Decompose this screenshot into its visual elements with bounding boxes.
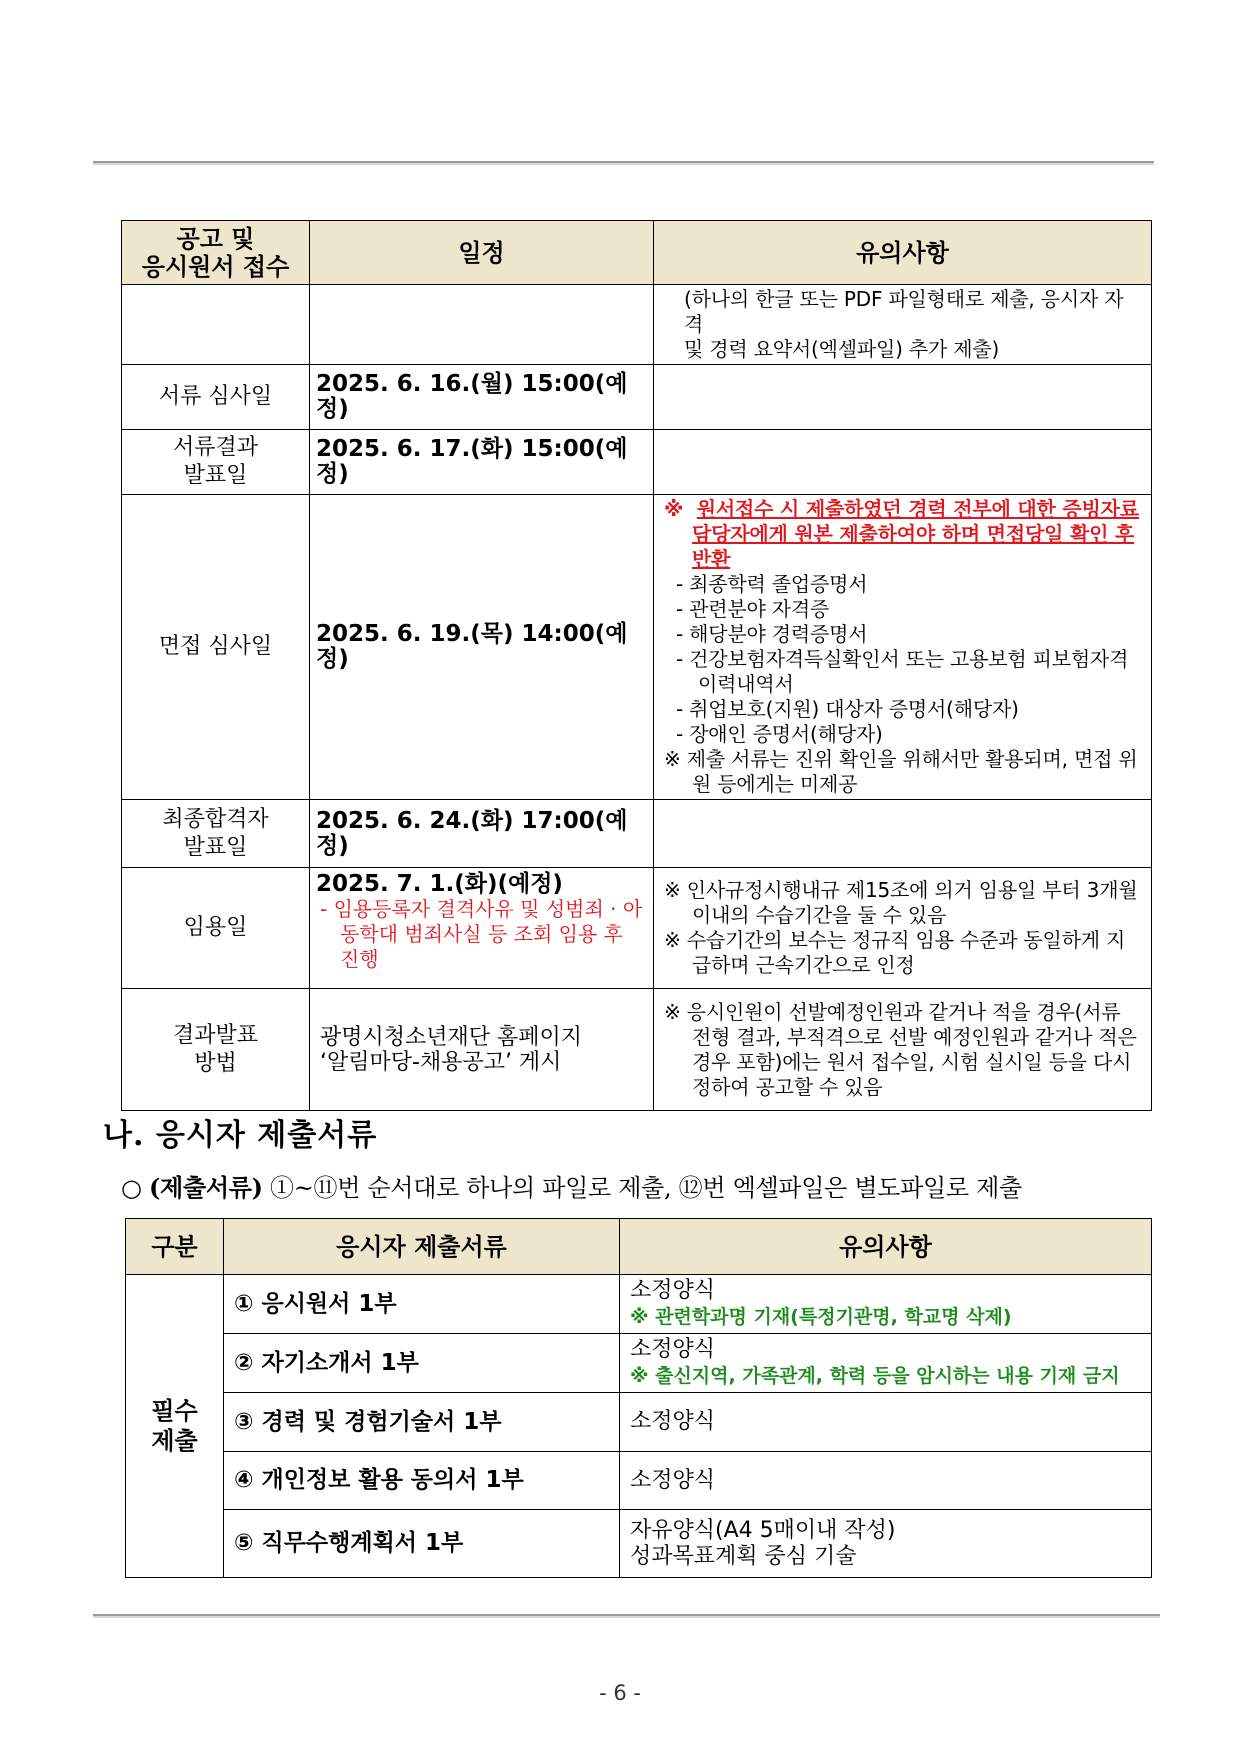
submission-note: ○ (제출서류) ①~⑪번 순서대로 하나의 파일로 제출, ⑫번 엑셀파일은 별도파일로 제출: [121, 1173, 1022, 1202]
interview-warning: ※ 원서접수 시 제출하였던 경력 전부에 대한 증빙자료 담당자에게 원본 제출하여야 하며 면접당일 확인 후 반환: [664, 497, 1139, 571]
interview-notes: [654, 495, 1152, 800]
documents-table: [125, 1218, 1152, 1578]
schedule-row-result-method: [122, 989, 1152, 1111]
stage-date: 2025. 6. 24.(화) 17:00(예정): [310, 800, 654, 868]
appointment-notes: ※ 인사규정시행내규 제15조에 의거 임용일 부터 3개월 이내의 수습기간을 둘 수 있음 ※ 수습기간의 보수는 정규직 임용 수준과 동일하게 지급하며 근속기간으로 인정: [654, 868, 1152, 989]
doc-note: 소정양식: [620, 1452, 1152, 1510]
schedule-row-carryover: [122, 285, 1152, 365]
docs-row: [126, 1334, 1152, 1393]
appointment-date-note: - 임용등록자 결격사유 및 성범죄 · 아동학대 범죄사실 등 조회 임용 후 진행: [320, 897, 643, 971]
stage-label: 서류결과 발표일: [122, 430, 310, 495]
docs-row: [126, 1393, 1152, 1452]
required-item: - 취업보호(지원) 대상자 증명서(해당자): [676, 697, 1019, 721]
stage-label: 면접 심사일: [122, 495, 310, 800]
doc-note: 소정양식: [620, 1393, 1152, 1452]
header-announcement: 공고 및 응시원서 접수: [122, 221, 310, 285]
section-title: 나. 응시자 제출서류: [103, 1118, 378, 1153]
header-document: 응시자 제출서류: [224, 1219, 620, 1275]
doc-note: 소정양식 ※ 출신지역, 가족관계, 학력 등을 암시하는 내용 기재 금지: [620, 1334, 1152, 1393]
stage-date: 2025. 6. 19.(목) 14:00(예정): [310, 495, 654, 800]
header-notes: 유의사항: [654, 221, 1152, 285]
stage-date: 2025. 6. 16.(월) 15:00(예정): [310, 365, 654, 430]
top-rule: [93, 161, 1154, 165]
bullet-icon: ○: [121, 1174, 142, 1202]
result-method-note: ※ 응시인원이 선발예정인원과 같거나 적을 경우(서류 전형 결과, 부적격으로 선발 예정인원과 같거나 적은 경우 포함)에는 원서 접수일, 시험 실시일 등을 다시 정하여 공고할 수 있음: [654, 989, 1152, 1111]
header-doc-notes: 유의사항: [620, 1219, 1152, 1275]
required-item: - 장애인 증명서(해당자): [676, 722, 883, 746]
schedule-row-document-review: [122, 365, 1152, 430]
docs-header-row: [126, 1219, 1152, 1275]
stage-label: 결과발표 방법: [122, 989, 310, 1111]
stage-date: 2025. 6. 17.(화) 15:00(예정): [310, 430, 654, 495]
category-required: 필수 제출: [126, 1275, 224, 1578]
doc-name: ③ 경력 및 경험기술서 1부: [224, 1393, 620, 1452]
required-item: - 최종학력 졸업증명서: [676, 572, 868, 596]
doc-note: 자유양식(A4 5매이내 작성) 성과목표계획 중심 기술: [620, 1510, 1152, 1578]
page-number: - 6 -: [599, 1681, 641, 1705]
interview-footnote: ※ 제출 서류는 진위 확인을 위해서만 활용되며, 면접 위원 등에게는 미제공: [664, 747, 1138, 796]
schedule-header-row: [122, 221, 1152, 285]
header-category: 구분: [126, 1219, 224, 1275]
docs-row: [126, 1275, 1152, 1334]
schedule-table: [121, 220, 1152, 1111]
doc-note: 소정양식 ※ 관련학과명 기재(특정기관명, 학교명 삭제): [620, 1275, 1152, 1334]
docs-row: [126, 1510, 1152, 1578]
doc-name: ⑤ 직무수행계획서 1부: [224, 1510, 620, 1578]
schedule-row-appointment: [122, 868, 1152, 989]
required-item: - 건강보험자격득실확인서 또는 고용보험 피보험자격 이력내역서: [676, 647, 1129, 696]
required-item: - 관련분야 자격증: [676, 597, 830, 621]
schedule-row-interview: [122, 495, 1152, 800]
stage-label: 서류 심사일: [122, 365, 310, 430]
stage-label: 임용일: [122, 868, 310, 989]
doc-name: ② 자기소개서 1부: [224, 1334, 620, 1393]
schedule-row-document-result: [122, 430, 1152, 495]
schedule-row-final-result: [122, 800, 1152, 868]
doc-name: ④ 개인정보 활용 동의서 1부: [224, 1452, 620, 1510]
header-schedule: 일정: [310, 221, 654, 285]
docs-row: [126, 1452, 1152, 1510]
doc-name: ① 응시원서 1부: [224, 1275, 620, 1334]
required-item: - 해당분야 경력증명서: [676, 622, 868, 646]
bottom-rule: [93, 1614, 1160, 1618]
stage-date: 2025. 7. 1.(화)(예정) - 임용등록자 결격사유 및 성범죄 · 아동학대 범죄사실 등 조회 임용 후 진행: [310, 868, 654, 989]
carryover-note: (하나의 한글 또는 PDF 파일형태로 제출, 응시자 자격 및 경력 요약서(엑셀파일) 추가 제출): [654, 285, 1152, 365]
stage-label: 최종합격자 발표일: [122, 800, 310, 868]
result-method: 광명시청소년재단 홈페이지 ‘알림마당-채용공고’ 게시: [310, 989, 654, 1111]
